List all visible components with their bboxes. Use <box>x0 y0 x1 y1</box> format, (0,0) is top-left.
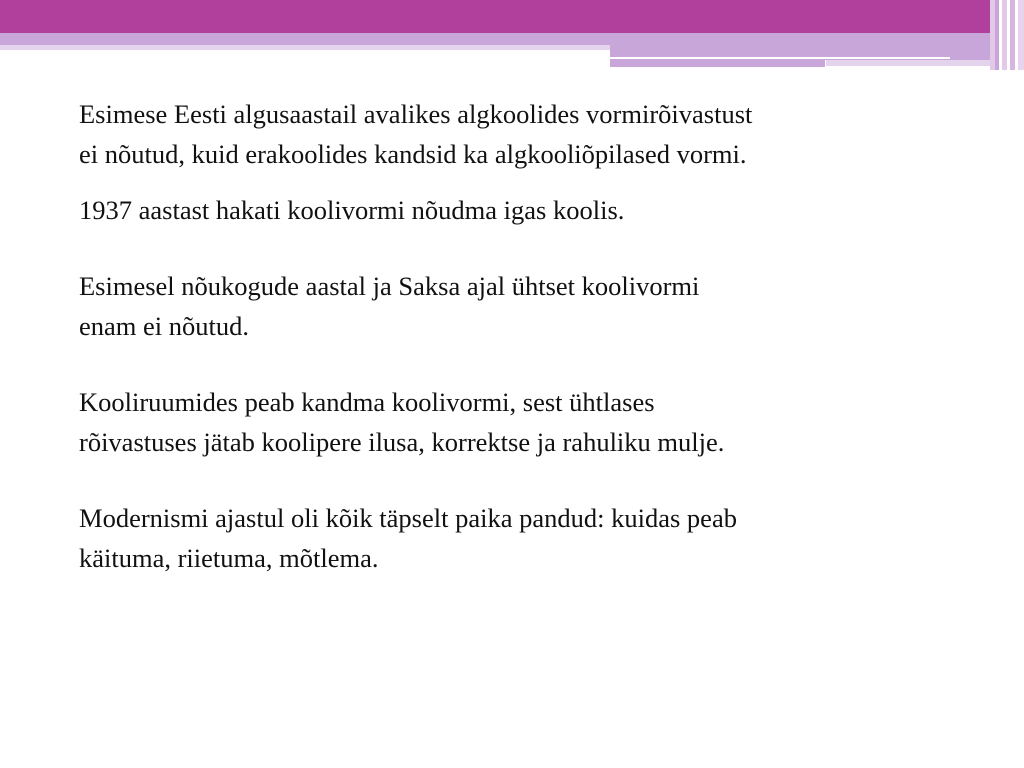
paragraph-line: enam ei nõutud. <box>79 311 249 341</box>
paragraph-line: käituma, riietuma, mõtlema. <box>79 543 379 573</box>
header-band-right-divider <box>610 57 950 59</box>
slide-body <box>79 94 979 578</box>
header-band-light <box>0 45 610 50</box>
header-band-secondary <box>0 33 990 45</box>
paragraph-1937 <box>79 190 979 230</box>
paragraph-line: Kooliruumides peab kandma koolivormi, sest ühtlases <box>79 387 655 417</box>
header-band-right-lower-light <box>826 60 990 66</box>
paragraph-line: ei nõutud, kuid erakoolides kandsid ka algkooliõpilased vormi. <box>79 139 747 169</box>
paragraph-line: Esimese Eesti algusaastail avalikes algkoolides vormirõivastust <box>79 99 753 129</box>
paragraph-early-republic <box>79 94 979 174</box>
header-band-right-lower <box>610 60 825 67</box>
paragraph-line: rõivastuses jätab koolipere ilusa, korrektse ja rahuliku mulje. <box>79 427 725 457</box>
header-band-primary <box>0 0 990 33</box>
paragraph-soviet-german-era <box>79 266 979 346</box>
paragraph-line: Esimesel nõukogude aastal ja Saksa ajal ühtset koolivormi <box>79 271 700 301</box>
paragraph-line: 1937 aastast hakati koolivormi nõudma igas koolis. <box>79 195 625 225</box>
paragraph-modernism <box>79 498 979 578</box>
paragraph-school-rooms <box>79 382 979 462</box>
paragraph-line: Modernismi ajastul oli kõik täpselt paika pandud: kuidas peab <box>79 503 737 533</box>
decorative-stripe <box>1018 0 1024 70</box>
